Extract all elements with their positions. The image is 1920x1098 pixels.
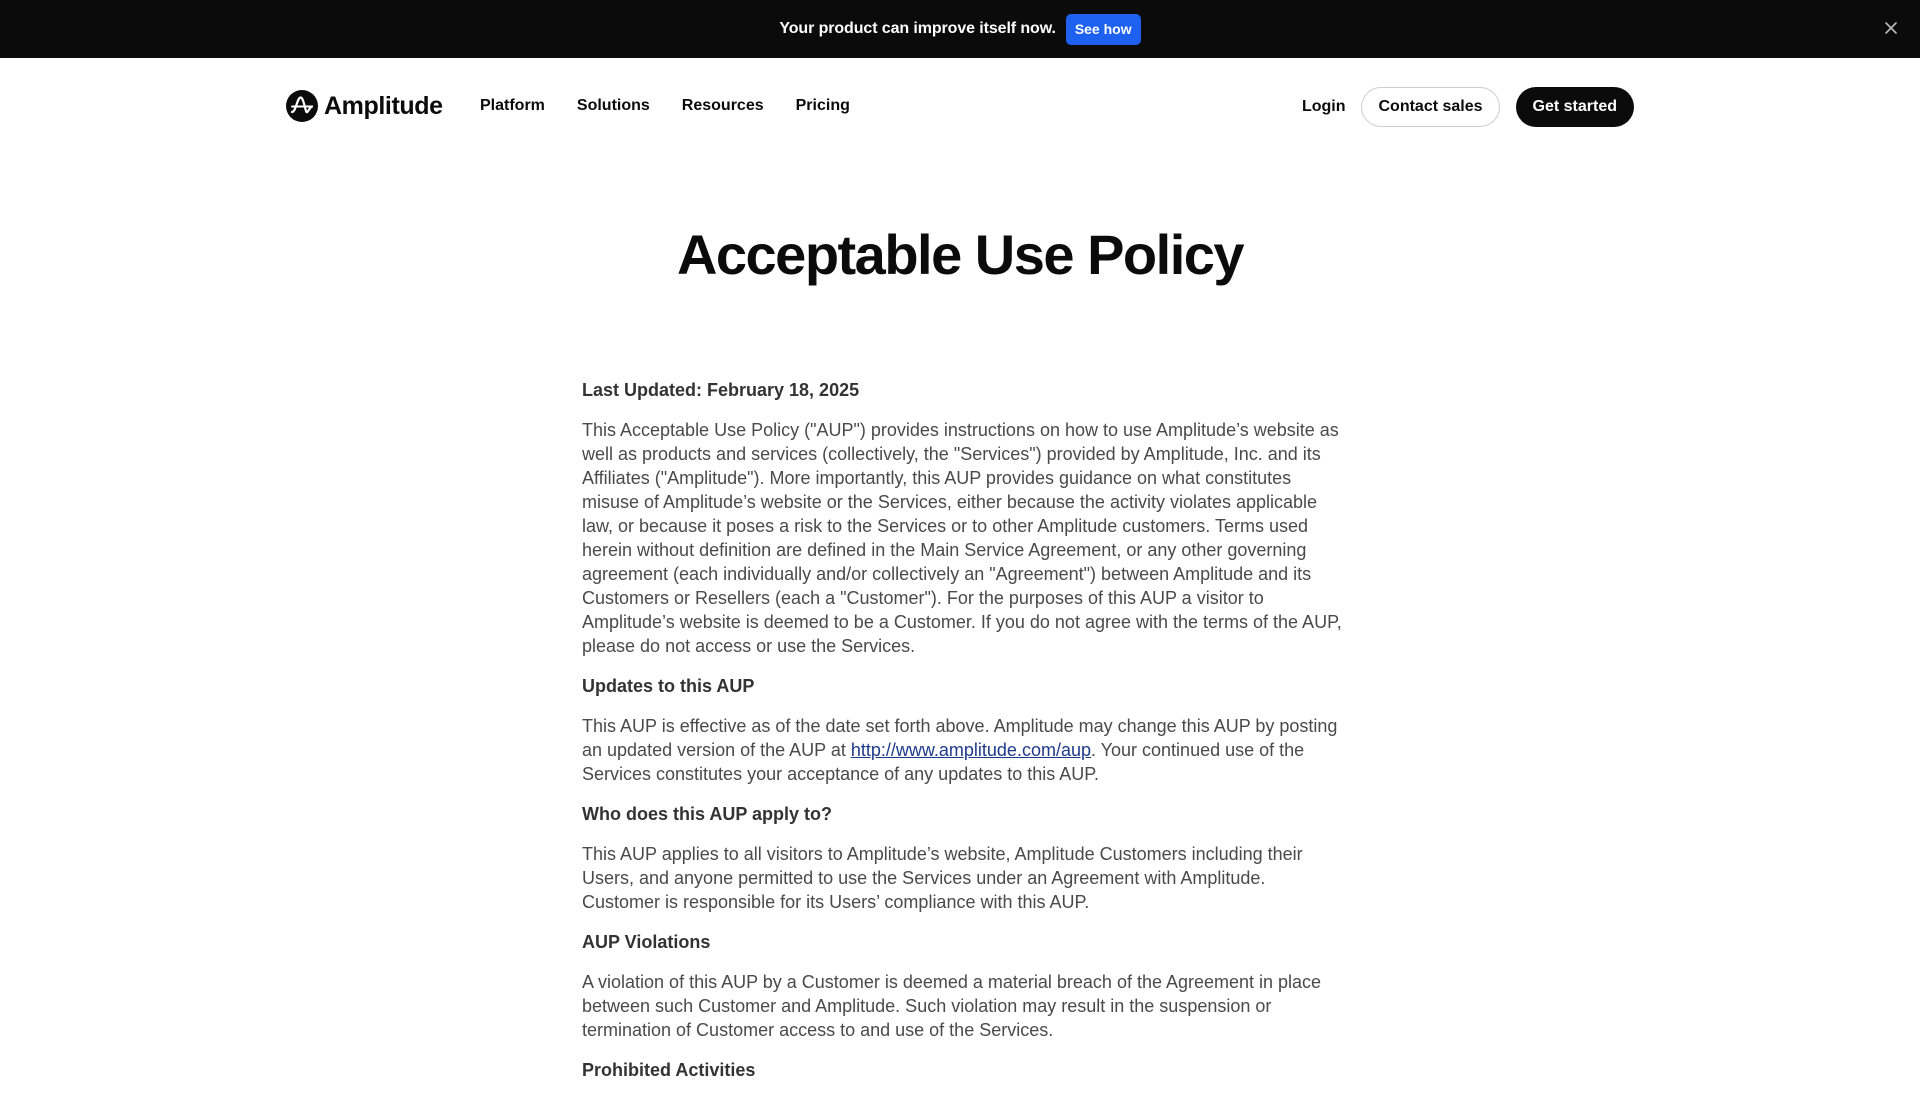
section-heading-violations: AUP Violations [582,932,711,952]
nav-item-resources[interactable]: Resources [681,97,764,114]
nav-actions [1302,87,1634,127]
policy-content [582,378,1342,1098]
contact-sales-button[interactable]: Contact sales [1361,87,1499,127]
section-heading-updates: Updates to this AUP [582,676,755,696]
announcement-text: Your product can improve itself now. [779,20,1056,37]
main-navigation [0,58,1920,155]
updates-text-after-link: . Your continued use of the Services constitutes your acceptance of any updates to this AUP. [582,740,1305,784]
last-updated: Last Updated: February 18, 2025 [582,380,860,400]
nav-item-pricing[interactable]: Pricing [795,97,850,114]
intro-paragraph: This Acceptable Use Policy ("AUP") provides instructions on how to use Amplitude’s website as well as products and services (collectively, the "Services") provided by Amplitude, Inc. and its Affiliates ("Amplitude"). More importantly, this AUP provides guidance on what constitutes misuse of Amplitude’s website or the Services, either because the activity violates applicable law, or because it poses a risk to the Services or to other Amplitude customers. Terms used herein without definition are defined in the Main Service Agreement, or any other governing agreement (each individually and/or collectively an "Agreement") between Amplitude and its Customers or Resellers (each a "Customer"). For the purposes of this AUP a visitor to Amplitude’s website is deemed to be a Customer. If you do not agree with the terms of the AUP, please do not access or use the Services. [582,420,1342,656]
section-heading-prohibited: Prohibited Activities [582,1060,756,1080]
brand-name: Amplitude [324,91,443,120]
section-heading-applicability: Who does this AUP apply to? [582,804,833,824]
section-body-updates [582,714,1342,786]
page-title: Acceptable Use Policy [676,223,1244,286]
close-icon[interactable] [1882,19,1900,37]
get-started-button[interactable]: Get started [1516,87,1634,127]
section-body-applicability: This AUP applies to all visitors to Amplitude’s website, Amplitude Customers including their Users, and anyone permitted to use the Services under an Agreement with Amplitude. Customer is responsible for its Users’ compliance with this AUP. [582,844,1303,912]
see-how-button[interactable]: See how [1066,14,1141,45]
amplitude-logo[interactable] [286,90,443,122]
nav-item-solutions[interactable]: Solutions [576,97,650,114]
section-body-violations: A violation of this AUP by a Customer is deemed a material breach of the Agreement in place between such Customer and Amplitude. Such violation may result in the suspension or termination of Customer access to and use of the Services. [582,972,1322,1040]
login-link[interactable]: Login [1301,98,1346,115]
announcement-bar [0,0,1920,58]
updates-text-before-link: This AUP is effective as of the date set forth above. Amplitude may change this AUP by posting an updated version of the AUP at [582,716,1338,760]
nav-item-platform[interactable]: Platform [480,97,545,114]
nav-links [480,97,850,115]
amplitude-logo-icon [286,90,318,122]
aup-link[interactable]: http://www.amplitude.com/aup [850,740,1091,760]
